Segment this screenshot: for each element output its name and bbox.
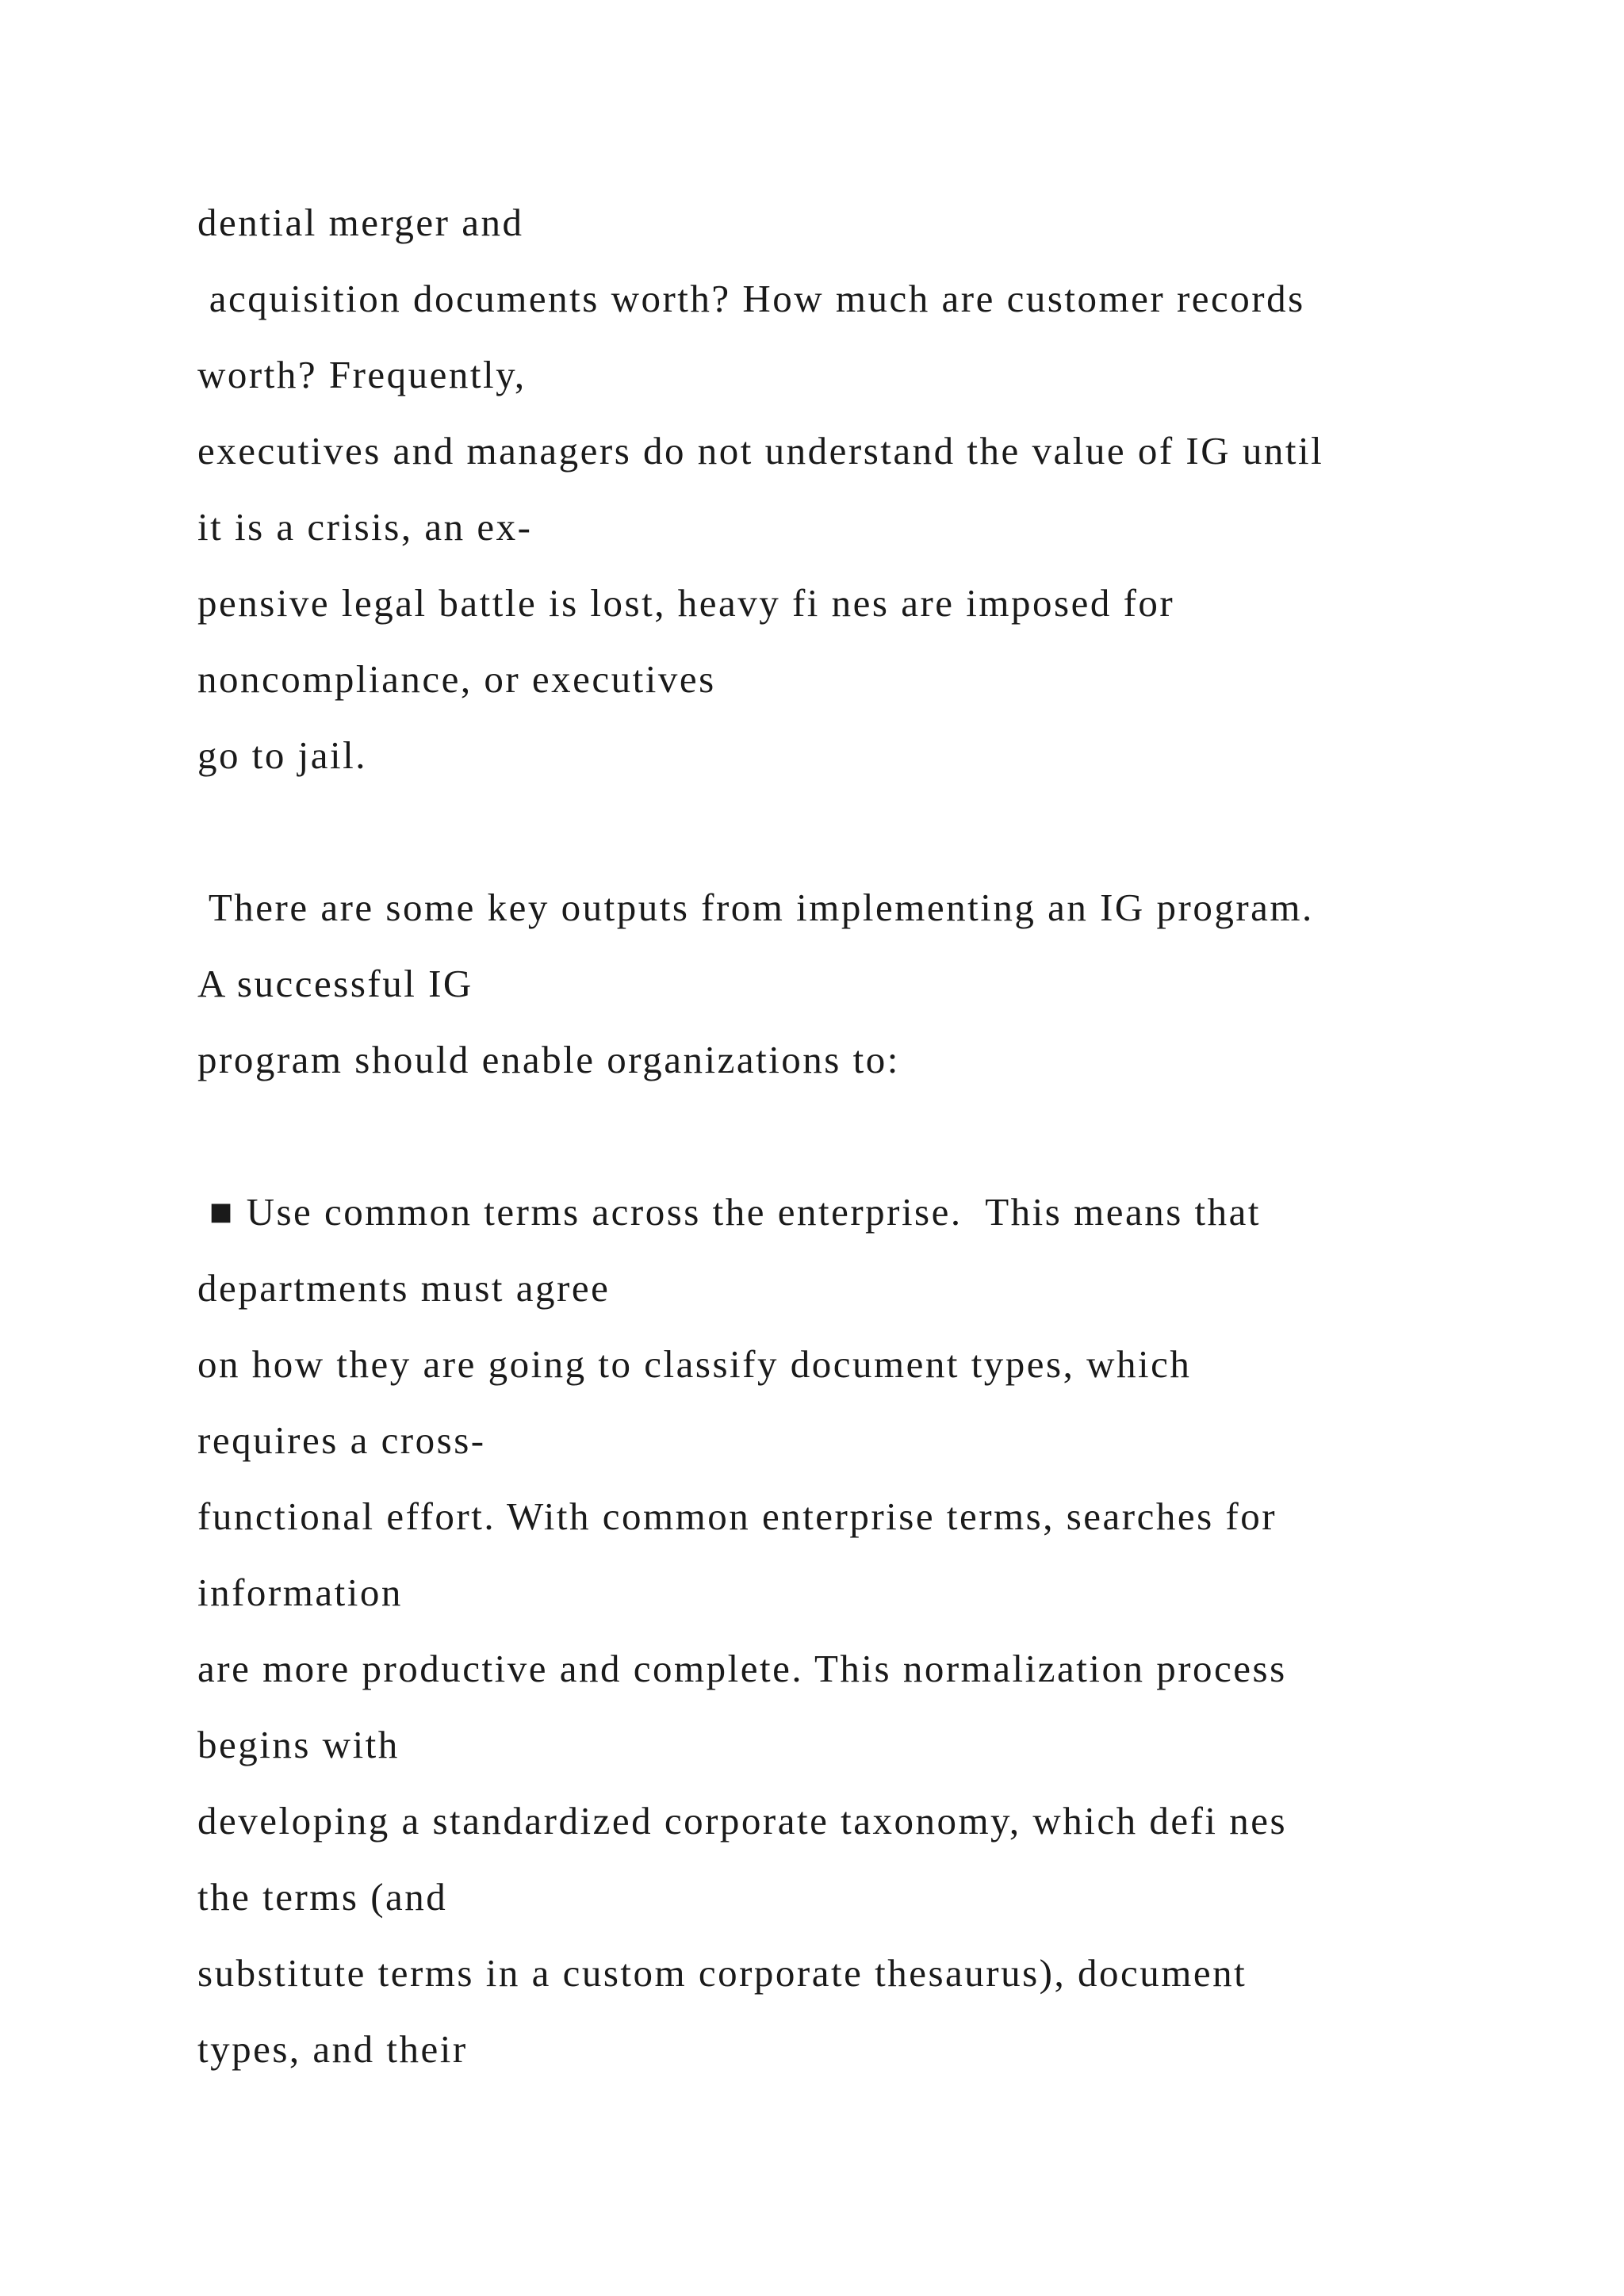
- text-line: functional effort. With common enterprise terms, searches for: [197, 1494, 1277, 1538]
- text-line: pensive legal battle is lost, heavy fi nes are imposed for: [197, 581, 1175, 625]
- text-line: program should enable organizations to:: [197, 1038, 900, 1081]
- text-line: on how they are going to classify document types, which: [197, 1342, 1192, 1386]
- text-line: types, and their: [197, 2027, 468, 2071]
- text-line: substitute terms in a custom corporate thesaurus), document: [197, 1951, 1247, 1995]
- text-line: worth? Frequently,: [197, 353, 527, 396]
- text-line: executives and managers do not understand the value of IG until: [197, 429, 1324, 473]
- text-line: information: [197, 1571, 403, 1614]
- text-line: developing a standardized corporate taxonomy, which defi nes: [197, 1799, 1288, 1843]
- text-line: acquisition documents worth? How much are customer records: [197, 277, 1305, 320]
- text-line: go to jail.: [197, 733, 367, 777]
- bullet-line: ■ Use common terms across the enterprise. This means that: [197, 1190, 1262, 1234]
- text-line: noncompliance, or executives: [197, 657, 716, 701]
- text-line: begins with: [197, 1723, 400, 1766]
- text-line: departments must agree: [197, 1266, 611, 1310]
- text-line: There are some key outputs from implementing an IG program.: [197, 886, 1314, 929]
- text-line: dential merger and: [197, 201, 524, 244]
- text-line: are more productive and complete. This normalization process: [197, 1647, 1287, 1690]
- text-line: requires a cross-: [197, 1418, 486, 1462]
- text-line: it is a crisis, an ex-: [197, 505, 533, 549]
- text-line: the terms (and: [197, 1875, 448, 1919]
- text-line: A successful IG: [197, 962, 473, 1005]
